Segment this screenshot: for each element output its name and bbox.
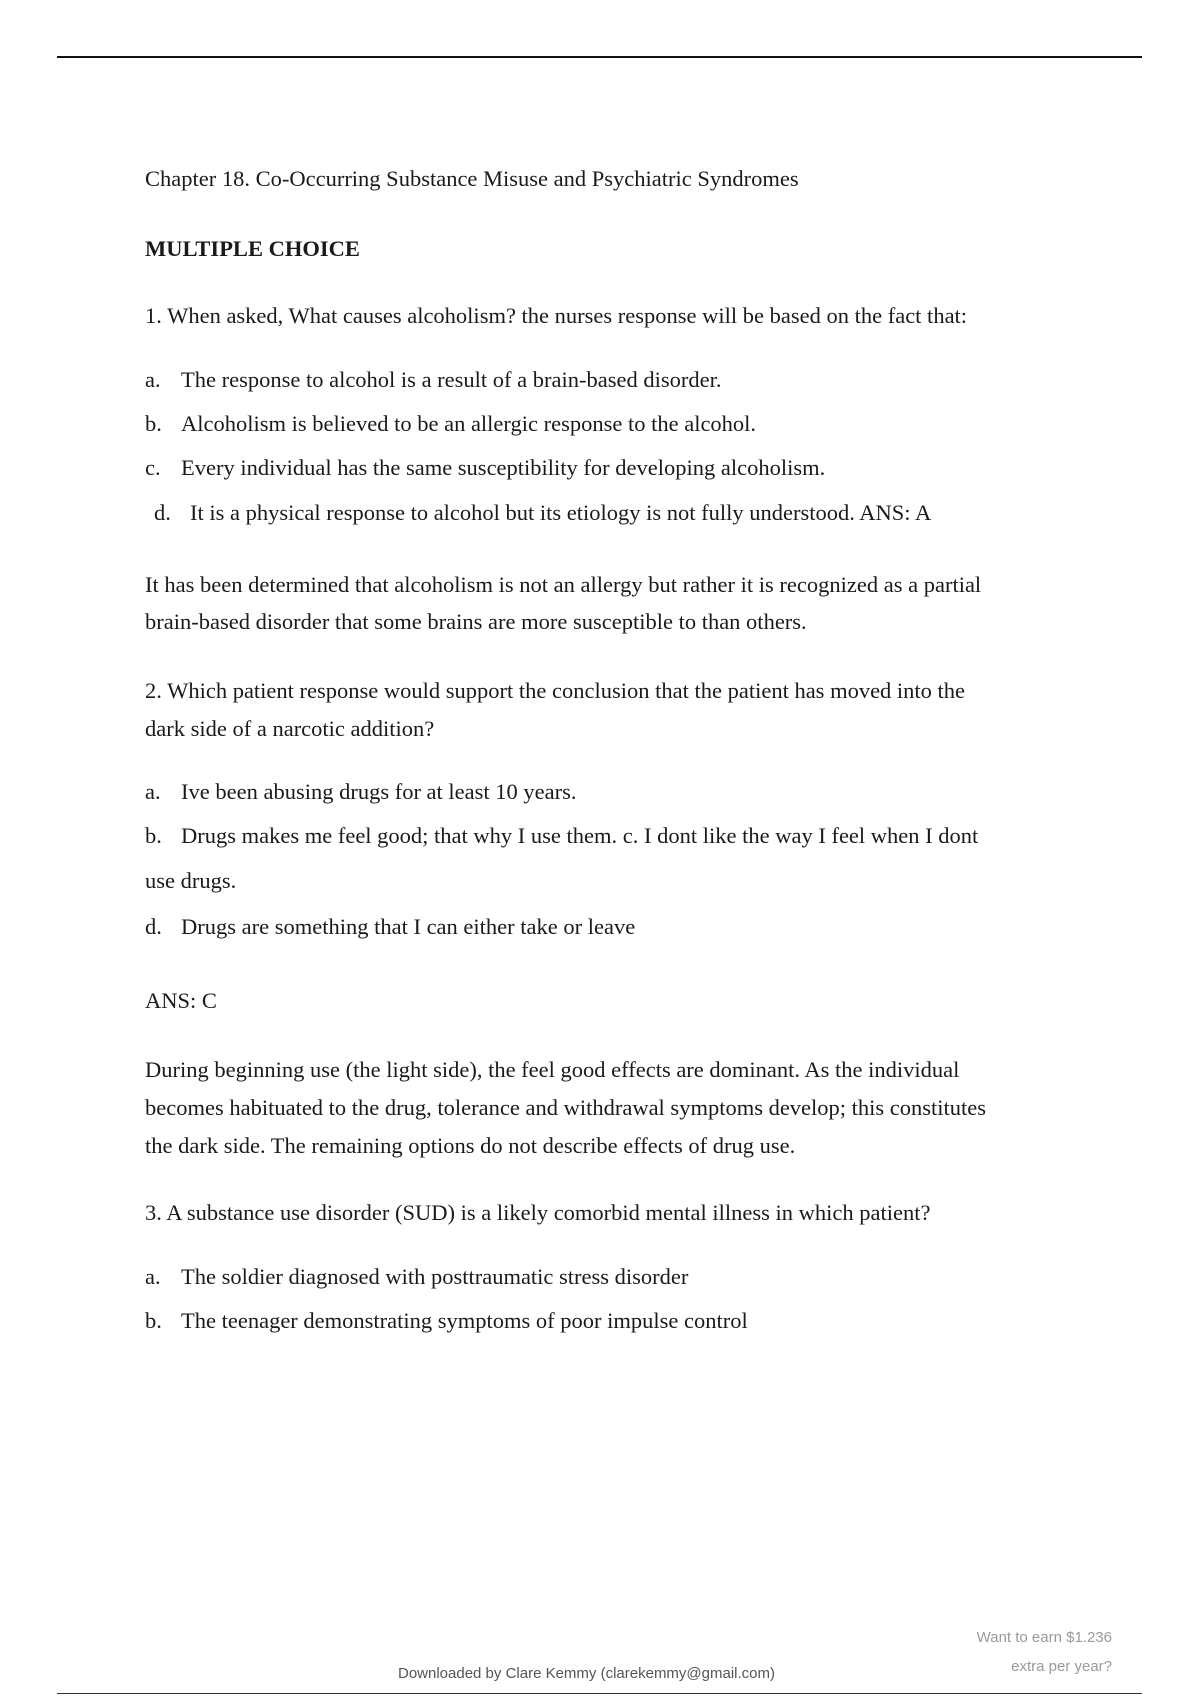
option-text: It is a physical response to alcohol but its etiology is not fully understood. ANS: A [190,500,932,525]
chapter-title: Chapter 18. Co-Occurring Substance Misuse and Psychiatric Syndromes [145,166,799,191]
option-letter: a. [145,1264,161,1289]
q2-rationale-line-2: becomes habituated to the drug, tolerance and withdrawal symptoms develop; this constitutes [145,1095,987,1120]
option-letter: b. [145,411,162,436]
q2-rationale-line-1: During beginning use (the light side), the feel good effects are dominant. As the individual [145,1057,960,1082]
q1-rationale-line-1: It has been determined that alcoholism is not an allergy but rather it is recognized as a partial [145,572,982,597]
option-letter: a. [145,779,161,804]
q1-rationale-line-2: brain-based disorder that some brains are more susceptible to than others. [145,609,807,634]
option-letter: d. [154,500,171,525]
q2-option-a [145,781,577,804]
promo-link-line-1[interactable]: Want to earn $1.236 [976,1629,1112,1646]
option-text: Ive been abusing drugs for at least 10 years. [181,779,577,804]
question-2-stem-line-2: dark side of a narcotic addition? [145,716,435,741]
option-letter: d. [145,914,162,939]
q2-option-b [145,825,978,848]
option-text: The response to alcohol is a result of a brain-based disorder. [181,367,722,392]
promo-link-line-2[interactable]: extra per year? [1011,1658,1112,1675]
option-letter: b. [145,823,162,848]
option-text: Drugs makes me feel good; that why I use them. c. I dont like the way I feel when I dont [181,823,979,848]
option-text: Every individual has the same susceptibility for developing alcoholism. [181,455,826,480]
q1-option-d [154,502,931,525]
section-heading: MULTIPLE CHOICE [145,236,360,261]
q3-option-a [145,1266,688,1289]
option-letter: c. [145,455,161,480]
top-rule [57,56,1142,58]
q1-option-c [145,457,825,480]
option-text: Alcoholism is believed to be an allergic response to the alcohol. [181,411,757,436]
q1-option-a [145,369,721,392]
bottom-rule [57,1693,1142,1694]
question-3-stem: 3. A substance use disorder (SUD) is a likely comorbid mental illness in which patient? [145,1200,931,1225]
q3-option-b [145,1310,748,1333]
question-2-stem-line-1: 2. Which patient response would support the conclusion that the patient has moved into the [145,678,966,703]
q2-rationale-line-3: the dark side. The remaining options do not describe effects of drug use. [145,1133,796,1158]
downloaded-by-footer: Downloaded by Clare Kemmy (clarekemmy@gmail.com) [398,1665,775,1682]
option-text: Drugs are something that I can either take or leave [181,914,636,939]
q2-option-d [145,916,635,939]
q1-option-b [145,413,756,436]
option-letter: b. [145,1308,162,1333]
q2-answer: ANS: C [145,988,217,1013]
option-letter: a. [145,367,161,392]
option-text: The teenager demonstrating symptoms of poor impulse control [181,1308,748,1333]
option-text: The soldier diagnosed with posttraumatic stress disorder [181,1264,689,1289]
q2-option-b-continuation: use drugs. [145,868,237,893]
question-1-stem: 1. When asked, What causes alcoholism? the nurses response will be based on the fact that: [145,303,968,328]
